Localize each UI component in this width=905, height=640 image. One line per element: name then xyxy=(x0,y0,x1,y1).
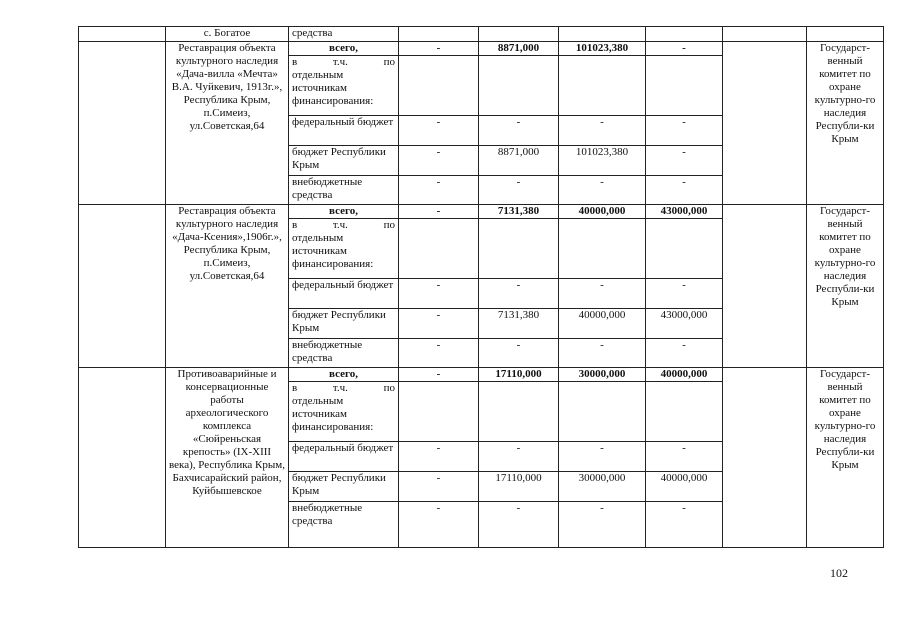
value-cell: 40000,000 xyxy=(559,205,646,219)
empty-value-cell xyxy=(399,27,479,42)
empty-value-cell xyxy=(559,27,646,42)
value-cell: 17110,000 xyxy=(479,472,559,502)
source-label-breakdown xyxy=(289,56,399,116)
value-cell: 43000,000 xyxy=(646,309,723,339)
value-cell: - xyxy=(646,279,723,309)
value-cell: - xyxy=(646,42,723,56)
breakdown-first-line xyxy=(292,219,395,232)
source-label-regional: бюджет Республики Крым xyxy=(289,472,399,502)
source-continuation: средства xyxy=(289,27,399,42)
value-cell: 30000,000 xyxy=(559,368,646,382)
responsible-agency: Государст-венный комитет по охране культурно-го наследия Республи-ки Крым xyxy=(807,205,884,368)
empty-value-cell xyxy=(646,219,723,279)
source-label-total: всего, xyxy=(289,205,399,219)
empty-value-cell xyxy=(646,382,723,442)
value-cell: - xyxy=(399,116,479,146)
value-cell: - xyxy=(479,116,559,146)
value-cell: 40000,000 xyxy=(646,368,723,382)
value-cell: 101023,380 xyxy=(559,146,646,176)
value-cell: - xyxy=(559,116,646,146)
value-cell: - xyxy=(646,176,723,205)
value-cell: - xyxy=(399,442,479,472)
empty-value-cell xyxy=(399,219,479,279)
value-cell: 7131,380 xyxy=(479,309,559,339)
value-cell: - xyxy=(646,339,723,368)
performer-cell xyxy=(723,42,807,205)
value-cell: - xyxy=(399,339,479,368)
value-cell: - xyxy=(559,176,646,205)
empty-value-cell xyxy=(479,219,559,279)
breakdown-word: т.ч. xyxy=(332,56,348,68)
value-cell: 40000,000 xyxy=(646,472,723,502)
value-cell: 8871,000 xyxy=(479,146,559,176)
value-cell: - xyxy=(399,205,479,219)
empty-value-cell xyxy=(646,56,723,116)
breakdown-first-line xyxy=(292,382,395,395)
breakdown-word: по xyxy=(383,382,395,394)
source-label-federal: федеральный бюджет xyxy=(289,116,399,146)
empty-value-cell xyxy=(559,382,646,442)
value-cell: - xyxy=(399,146,479,176)
performer-cell xyxy=(723,205,807,368)
project-continuation: с. Богатое xyxy=(166,27,289,42)
value-cell: - xyxy=(399,472,479,502)
breakdown-rest: отдельным источникам финансирования: xyxy=(292,232,374,270)
value-cell: - xyxy=(479,502,559,548)
breakdown-word: т.ч. xyxy=(332,382,348,394)
table-row xyxy=(79,42,884,56)
responsible-agency: Государст-венный комитет по охране культурно-го наследия Республи-ки Крым xyxy=(807,368,884,548)
page-number: 102 xyxy=(830,566,848,580)
empty-value-cell xyxy=(479,27,559,42)
table-row xyxy=(79,368,884,382)
empty-value-cell xyxy=(646,27,723,42)
empty-value-cell xyxy=(559,219,646,279)
value-cell: - xyxy=(399,502,479,548)
value-cell: 7131,380 xyxy=(479,205,559,219)
breakdown-first-line xyxy=(292,56,395,69)
empty-value-cell xyxy=(559,56,646,116)
source-label-total: всего, xyxy=(289,368,399,382)
value-cell: - xyxy=(399,279,479,309)
breakdown-rest: отдельным источникам финансирования: xyxy=(292,69,374,107)
value-cell: - xyxy=(646,442,723,472)
breakdown-word: в xyxy=(292,382,298,394)
row-number-cell xyxy=(79,368,166,548)
table-body xyxy=(79,27,884,548)
row-number-cell xyxy=(79,205,166,368)
value-cell: - xyxy=(646,146,723,176)
source-label-breakdown xyxy=(289,219,399,279)
empty-performer-cell xyxy=(723,27,807,42)
value-cell: 17110,000 xyxy=(479,368,559,382)
source-label-extrabudget: внебюджетные средства xyxy=(289,176,399,205)
value-cell: - xyxy=(479,339,559,368)
value-cell: 101023,380 xyxy=(559,42,646,56)
funding-table xyxy=(78,26,884,548)
empty-value-cell xyxy=(479,382,559,442)
value-cell: - xyxy=(559,502,646,548)
empty-responsible-cell xyxy=(807,27,884,42)
empty-value-cell xyxy=(479,56,559,116)
value-cell: 8871,000 xyxy=(479,42,559,56)
source-label-extrabudget: внебюджетные средства xyxy=(289,339,399,368)
breakdown-word: в xyxy=(292,219,298,231)
source-label-breakdown xyxy=(289,382,399,442)
performer-cell xyxy=(723,368,807,548)
breakdown-word: по xyxy=(383,56,395,68)
empty-value-cell xyxy=(399,56,479,116)
source-label-extrabudget: внебюджетные средства xyxy=(289,502,399,548)
breakdown-word: т.ч. xyxy=(332,219,348,231)
table-row-top xyxy=(79,27,884,42)
value-cell: 30000,000 xyxy=(559,472,646,502)
value-cell: - xyxy=(399,42,479,56)
value-cell: - xyxy=(559,339,646,368)
value-cell: - xyxy=(479,176,559,205)
value-cell: - xyxy=(479,279,559,309)
project-name: Реставрация объекта культурного наследия «Дача-вилла «Мечта» В.А. Чуйкевич, 1913г.», Республика Крым, п.Симеиз, ул.Советская,64 xyxy=(166,42,289,205)
empty-value-cell xyxy=(399,382,479,442)
breakdown-rest: отдельным источникам финансирования: xyxy=(292,395,374,433)
breakdown-word: в xyxy=(292,56,298,68)
table-row xyxy=(79,205,884,219)
source-label-regional: бюджет Республики Крым xyxy=(289,146,399,176)
value-cell: 40000,000 xyxy=(559,309,646,339)
source-label-federal: федеральный бюджет xyxy=(289,279,399,309)
value-cell: - xyxy=(559,279,646,309)
row-number-cell xyxy=(79,42,166,205)
value-cell: - xyxy=(559,442,646,472)
value-cell: - xyxy=(479,442,559,472)
breakdown-word: по xyxy=(383,219,395,231)
value-cell: - xyxy=(399,368,479,382)
value-cell: - xyxy=(646,502,723,548)
value-cell: - xyxy=(399,176,479,205)
value-cell: - xyxy=(399,309,479,339)
value-cell: 43000,000 xyxy=(646,205,723,219)
source-label-total: всего, xyxy=(289,42,399,56)
empty-number-cell xyxy=(79,27,166,42)
value-cell: - xyxy=(646,116,723,146)
project-name: Реставрация объекта культурного наследия «Дача-Ксения»,1906г.», Республика Крым, п.Симеиз, ул.Советская,64 xyxy=(166,205,289,368)
source-label-regional: бюджет Республики Крым xyxy=(289,309,399,339)
source-label-federal: федеральный бюджет xyxy=(289,442,399,472)
project-name: Противоаварийные и консервационные работы археологического комплекса «Сюйреньская крепость» (IX-XIII века), Республика Крым, Бахчисарайский район, Куйбышевское xyxy=(166,368,289,548)
responsible-agency: Государст-венный комитет по охране культурно-го наследия Республи-ки Крым xyxy=(807,42,884,205)
